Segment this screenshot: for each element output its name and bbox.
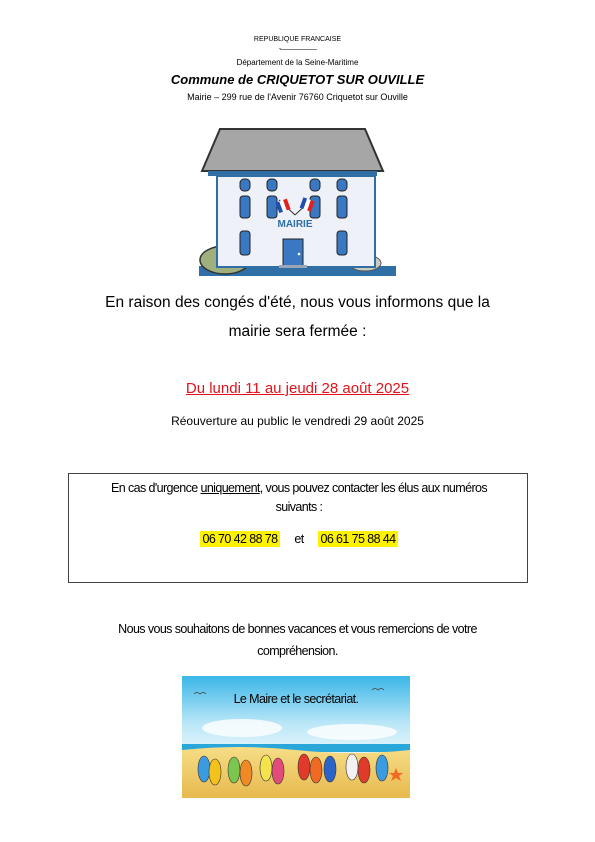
closing-message xyxy=(0,618,595,662)
emergency-text-start: En cas d'urgence xyxy=(110,481,201,495)
department-line: Département de la Seine-Maritime xyxy=(236,58,359,67)
door-step xyxy=(279,265,307,268)
mairie-sign: MAIRIE xyxy=(277,219,313,230)
intro-line: mairie sera fermée : xyxy=(228,323,367,340)
phone-number-2[interactable]: 06 61 75 88 44 xyxy=(320,532,396,546)
phone-number-1[interactable]: 06 70 42 88 78 xyxy=(202,532,278,546)
closure-intro xyxy=(0,288,595,346)
closing-line: compréhension. xyxy=(257,644,338,658)
window xyxy=(267,196,277,218)
town-hall-address: Mairie – 299 rue de l'Avenir 76760 Criquetot sur Ouville xyxy=(187,92,408,102)
door-knob xyxy=(298,253,301,256)
emergency-text-end: , vous pouvez contacter les élus aux numéros xyxy=(259,481,488,495)
window xyxy=(310,179,320,191)
window xyxy=(337,231,347,255)
window xyxy=(267,179,277,191)
closing-line: Nous vous souhaitons de bonnes vacances et vous remercions de votre xyxy=(118,622,477,636)
window xyxy=(240,179,250,191)
window xyxy=(240,231,250,255)
cloud xyxy=(307,724,397,740)
reopening-date: Réouverture au public le vendredi 29 août 2025 xyxy=(171,414,424,428)
emergency-text xyxy=(69,479,529,517)
sky xyxy=(182,676,410,754)
emergency-text-underlined: uniquement xyxy=(200,481,260,495)
closure-dates: Du lundi 11 au jeudi 28 août 2025 xyxy=(185,380,410,397)
beach-banner xyxy=(182,676,410,798)
signature: Le Maire et le secrétariat. xyxy=(233,692,359,706)
emergency-box xyxy=(68,473,528,583)
phone-numbers xyxy=(69,532,529,546)
window xyxy=(337,196,347,218)
window xyxy=(337,179,347,191)
roof xyxy=(202,129,383,171)
commune-title: Commune de CRIQUETOT SUR OUVILLE xyxy=(170,72,425,87)
emergency-text-line2: suivants : xyxy=(275,500,323,514)
phone-separator: et xyxy=(294,532,304,546)
cloud xyxy=(202,719,282,737)
republic-heading: REPUBLIQUE FRANCAISE xyxy=(253,36,342,43)
intro-line: En raison des congés d'été, nous vous informons que la xyxy=(105,294,490,311)
town-hall-illustration xyxy=(195,123,400,283)
window xyxy=(240,196,250,218)
front-door xyxy=(283,239,303,267)
heading-rule: -—————— xyxy=(278,46,317,53)
